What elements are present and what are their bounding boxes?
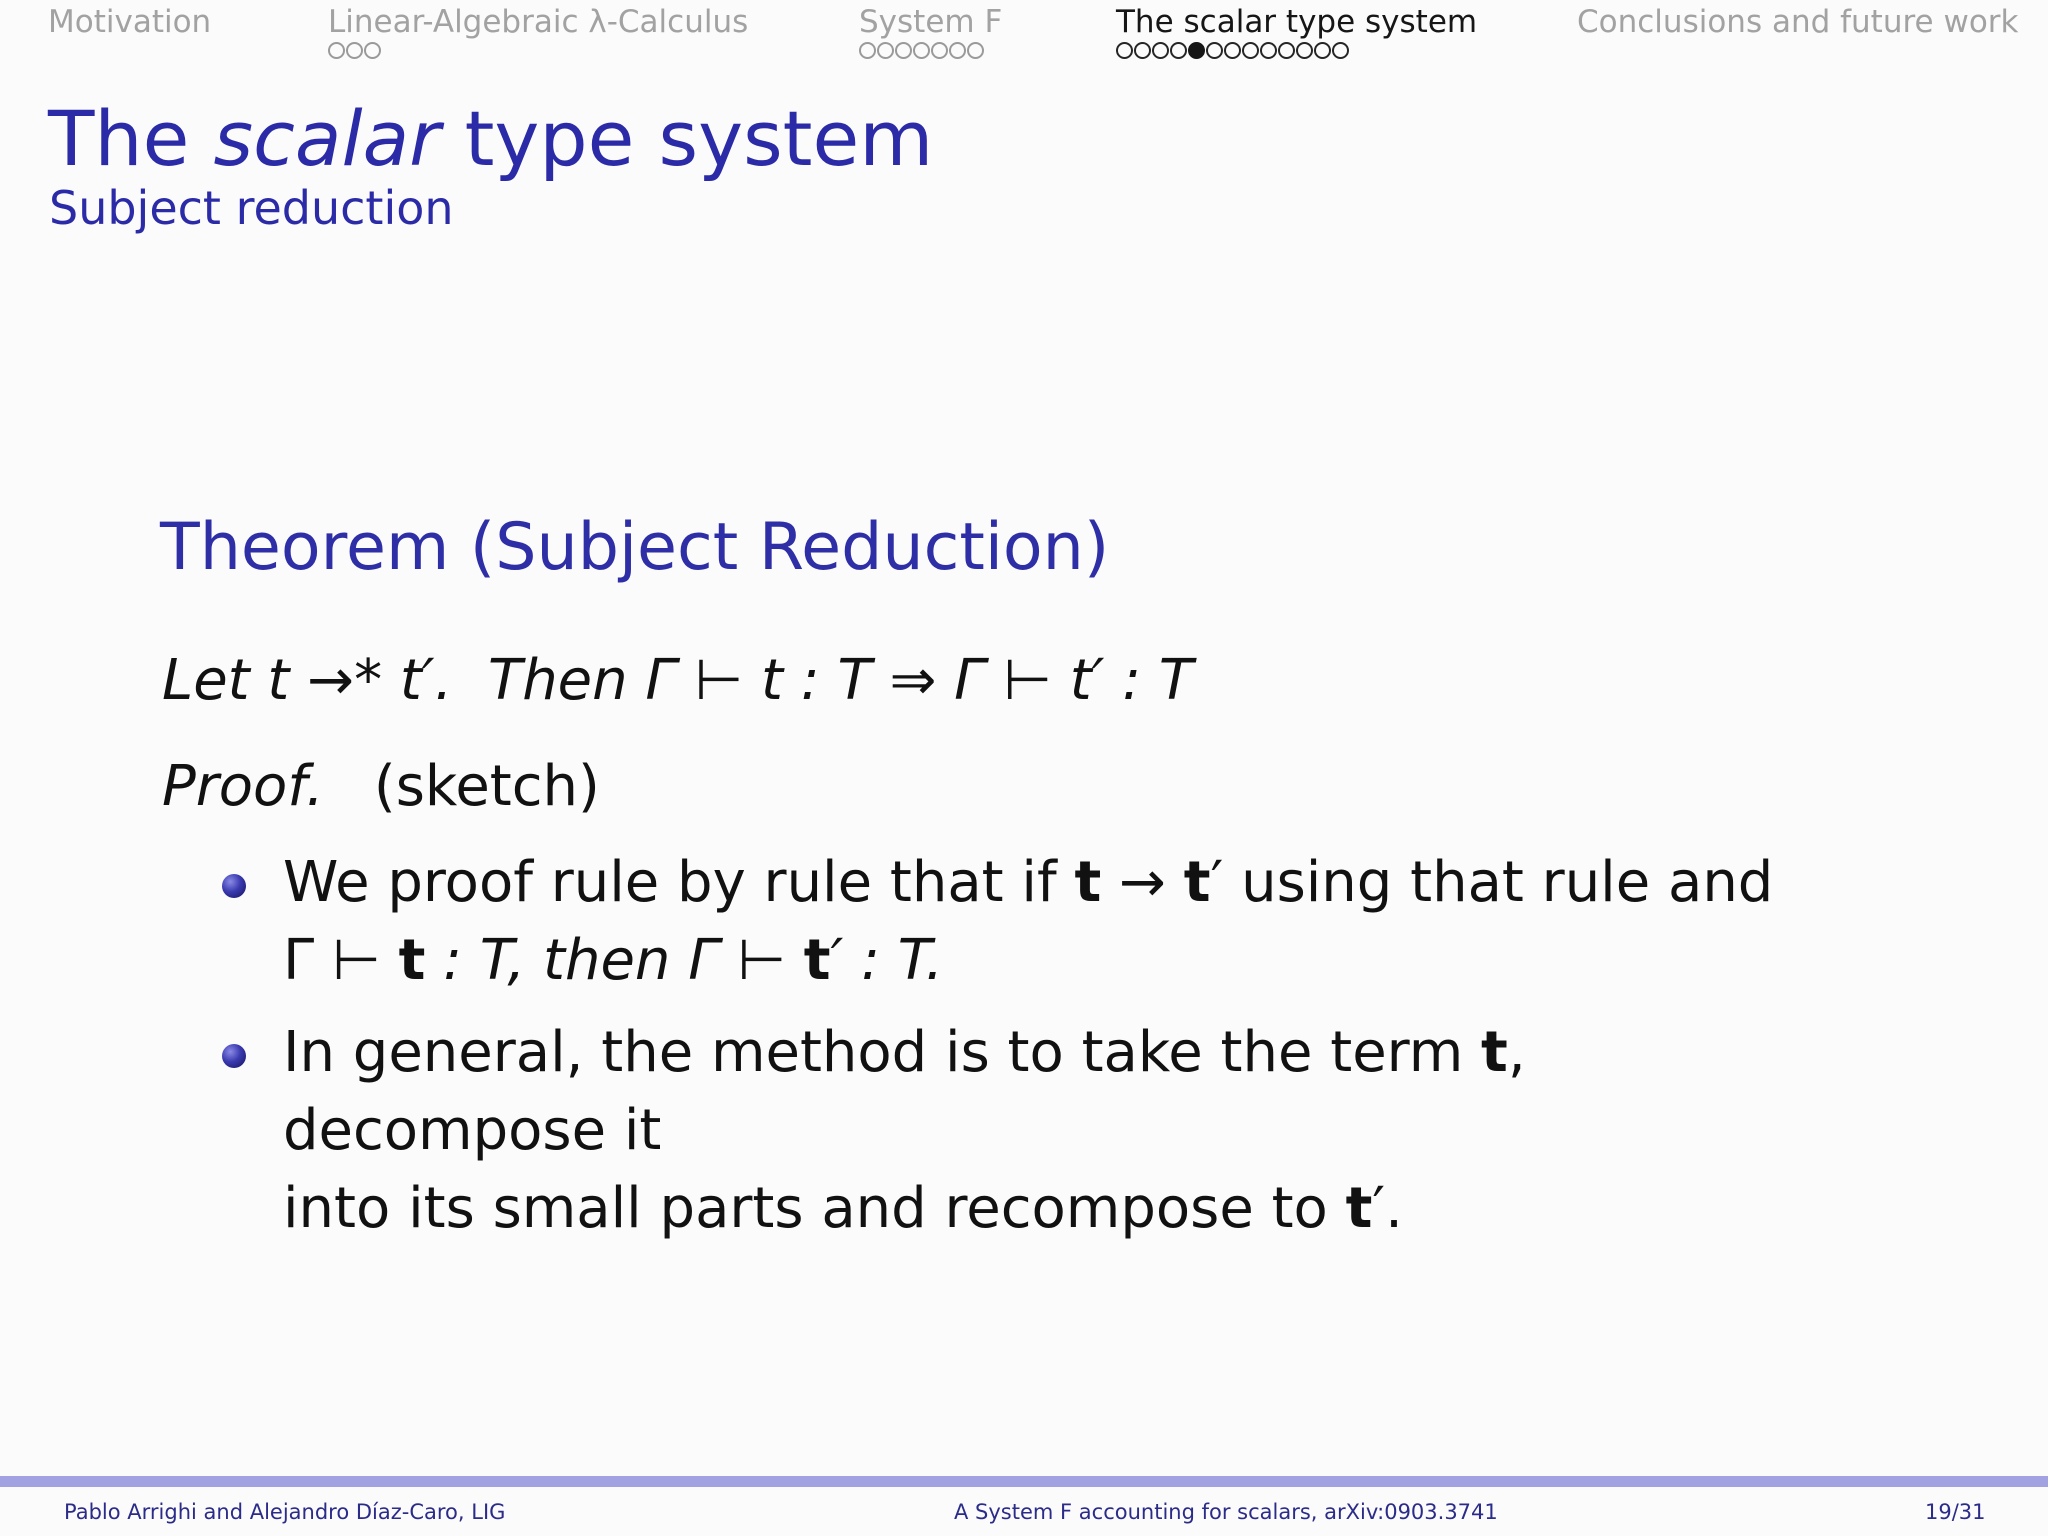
nav-dot[interactable] — [1206, 42, 1223, 59]
footer-bar — [0, 1476, 2048, 1487]
nav-dot[interactable] — [877, 42, 894, 59]
judgment: Γ ⊢ — [283, 928, 399, 993]
bullet-icon — [222, 1044, 246, 1068]
term-t-prime: t — [803, 928, 831, 993]
nav-dots — [859, 42, 1002, 64]
footer-authors: Pablo Arrighi and Alejandro Díaz-Caro, LIG — [64, 1500, 506, 1524]
section-navigation — [0, 0, 2048, 82]
text: ′ using that rule and — [1210, 850, 1774, 915]
frame-title-text: The — [48, 94, 214, 183]
proof-item-1 — [283, 844, 1843, 1000]
bullet-icon — [222, 874, 246, 898]
nav-dot[interactable] — [1134, 42, 1151, 59]
proof-note: (sketch) — [373, 754, 600, 819]
nav-dot[interactable] — [328, 42, 345, 59]
nav-dot[interactable] — [346, 42, 363, 59]
term-t-prime: t — [1345, 1176, 1373, 1241]
frame-subtitle: Subject reduction — [49, 181, 454, 235]
nav-dot[interactable] — [1242, 42, 1259, 59]
nav-section-title: Linear-Algebraic λ-Calculus — [328, 4, 749, 40]
nav-dot[interactable] — [1170, 42, 1187, 59]
nav-dot[interactable] — [859, 42, 876, 59]
nav-dots — [1116, 42, 1477, 64]
nav-section-system-f[interactable] — [859, 2, 1002, 64]
nav-dot[interactable] — [931, 42, 948, 59]
term-t: t — [1481, 1020, 1508, 1085]
proof-item-2 — [283, 1014, 1843, 1248]
nav-dot-current[interactable] — [1188, 42, 1205, 59]
frame-title — [48, 92, 933, 186]
proof-label: Proof. — [162, 754, 324, 819]
term-t-prime: t — [1183, 850, 1211, 915]
nav-dots — [328, 42, 748, 64]
nav-section-conclusions[interactable] — [1577, 2, 2019, 64]
judgment: : T, then Γ ⊢ — [425, 928, 804, 993]
text: ′. — [1372, 1176, 1403, 1241]
nav-dot[interactable] — [895, 42, 912, 59]
nav-dot[interactable] — [1278, 42, 1295, 59]
theorem-heading: Theorem (Subject Reduction) — [160, 510, 1110, 585]
nav-dot[interactable] — [1152, 42, 1169, 59]
term-t: t — [398, 928, 426, 993]
nav-section-title: System F — [859, 4, 1003, 40]
theorem-statement — [162, 646, 1193, 716]
nav-dot[interactable] — [1260, 42, 1277, 59]
nav-section-motivation[interactable] — [48, 2, 211, 64]
text: In general, the method is to take the term — [283, 1020, 1482, 1085]
nav-dot[interactable] — [949, 42, 966, 59]
nav-dot[interactable] — [364, 42, 381, 59]
nav-dots — [1577, 42, 2019, 64]
nav-dot[interactable] — [1296, 42, 1313, 59]
text: We proof rule by rule that if — [283, 850, 1075, 915]
theorem-premise: Let t →* t′. — [162, 648, 453, 713]
term-t: t — [1074, 850, 1102, 915]
frame-title-text: type system — [440, 94, 934, 183]
footer-page-number: 19/31 — [1925, 1500, 1986, 1524]
nav-dot[interactable] — [1332, 42, 1349, 59]
nav-section-title: The scalar type system — [1116, 4, 1478, 40]
nav-dot[interactable] — [1314, 42, 1331, 59]
nav-dot[interactable] — [1116, 42, 1133, 59]
theorem-conclusion: Then Γ ⊢ t : T ⇒ Γ ⊢ t′ : T — [487, 648, 1194, 713]
nav-section-scalar-type-system[interactable] — [1116, 2, 1477, 64]
judgment: ′ : T. — [830, 928, 944, 993]
nav-dots — [48, 42, 211, 64]
frame-title-emphasis: scalar — [213, 94, 441, 183]
nav-dot[interactable] — [1224, 42, 1241, 59]
text: into its small parts and recompose to — [283, 1176, 1346, 1241]
proof-heading — [162, 752, 600, 822]
footer-talk-title: A System F accounting for scalars, arXiv:0903.3741 — [954, 1500, 1498, 1524]
nav-section-lambda-calculus[interactable] — [328, 2, 748, 64]
nav-dot[interactable] — [967, 42, 984, 59]
nav-section-title: Conclusions and future work — [1577, 4, 2019, 40]
nav-dot[interactable] — [913, 42, 930, 59]
text: , decompose it — [283, 1020, 1526, 1163]
arrow: → — [1101, 850, 1184, 915]
nav-section-title: Motivation — [48, 4, 212, 40]
